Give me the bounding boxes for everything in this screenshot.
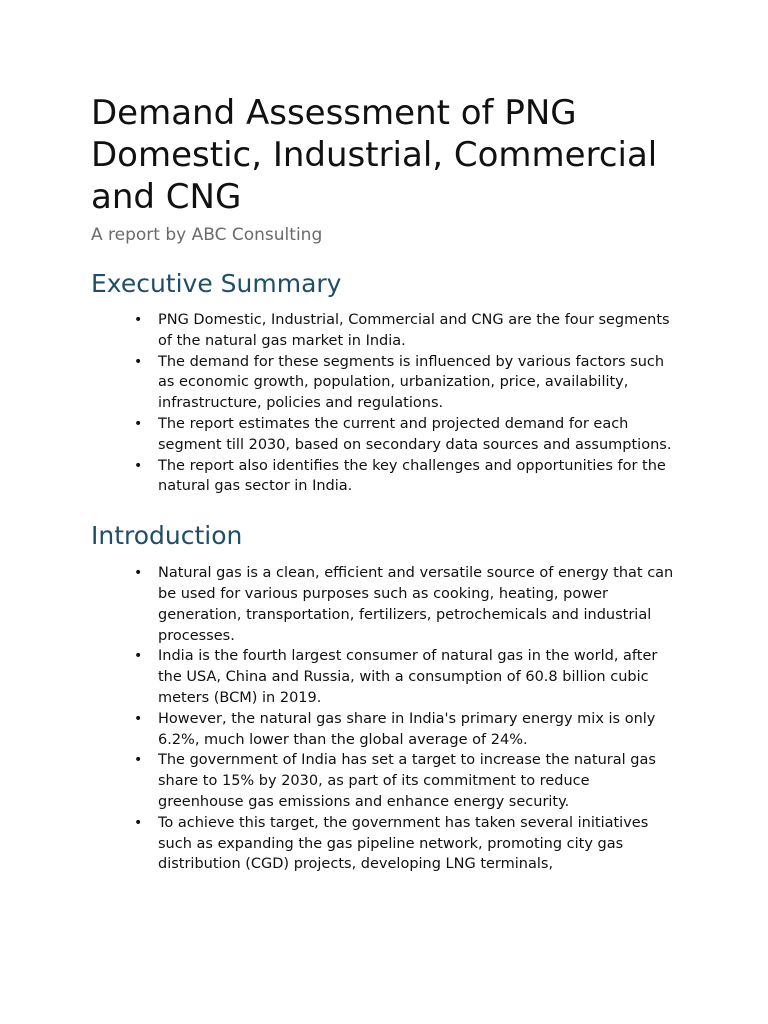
list-item [134, 563, 678, 646]
bullet-icon: • [134, 353, 143, 370]
list-item [134, 414, 678, 456]
section-heading-introduction: Introduction [91, 521, 243, 551]
bullet-icon: • [134, 457, 143, 474]
bullet-icon: • [134, 565, 143, 582]
list-item [134, 709, 678, 751]
bullet-icon: • [134, 752, 143, 769]
list-item-text: India is the fourth largest consumer of natural gas in the world, after the USA, China and Russia, with a consumption of 60.8 billion cubic meters (BCM) in 2019. [158, 648, 658, 706]
list-item-text: The report estimates the current and projected demand for each segment till 2030, based on secondary data sources and assumptions. [158, 415, 672, 453]
executive-summary-list [91, 310, 678, 497]
list-item [134, 310, 678, 352]
list-item [134, 352, 678, 414]
bullet-icon: • [134, 710, 143, 727]
list-item [134, 646, 678, 708]
list-item-text: Natural gas is a clean, efficient and versatile source of energy that can be used for various purposes such as cooking, heating, power generation, transportation, fertilizers, petrochemicals and industrial processes. [158, 565, 674, 644]
list-item-text: The demand for these segments is influenced by various factors such as economic growth, population, urbanization, price, availability, infrastructure, policies and regulations. [158, 353, 665, 412]
list-item-text: PNG Domestic, Industrial, Commercial and CNG are the four segments of the natural gas market in India. [158, 312, 670, 349]
document-title: Demand Assessment of PNG Domestic, Industrial, Commercial and CNG [91, 93, 658, 217]
list-item [134, 456, 678, 498]
list-item-text: The report also identifies the key challenges and opportunities for the natural gas sector in India. [158, 457, 666, 495]
bullet-icon: • [134, 648, 143, 665]
bullet-icon: • [134, 415, 143, 432]
bullet-icon: • [134, 814, 143, 831]
section-heading-executive-summary: Executive Summary [91, 269, 342, 298]
bullet-icon: • [134, 312, 143, 328]
introduction-list [91, 563, 678, 875]
list-item-text: To achieve this target, the government has taken several initiatives such as expanding the gas pipeline network, promoting city gas distribution (CGD) projects, developing LNG terminals, [158, 814, 649, 873]
list-item [134, 750, 678, 812]
list-item-text: However, the natural gas share in India's primary energy mix is only 6.2%, much lower than the global average of 24%. [158, 710, 656, 748]
list-item [134, 813, 678, 875]
list-item-text: The government of India has set a target to increase the natural gas share to 15% by 2030, as part of its commitment to reduce greenhouse gas emissions and enhance energy security. [158, 752, 656, 810]
document-subtitle: A report by ABC Consulting [91, 225, 323, 245]
